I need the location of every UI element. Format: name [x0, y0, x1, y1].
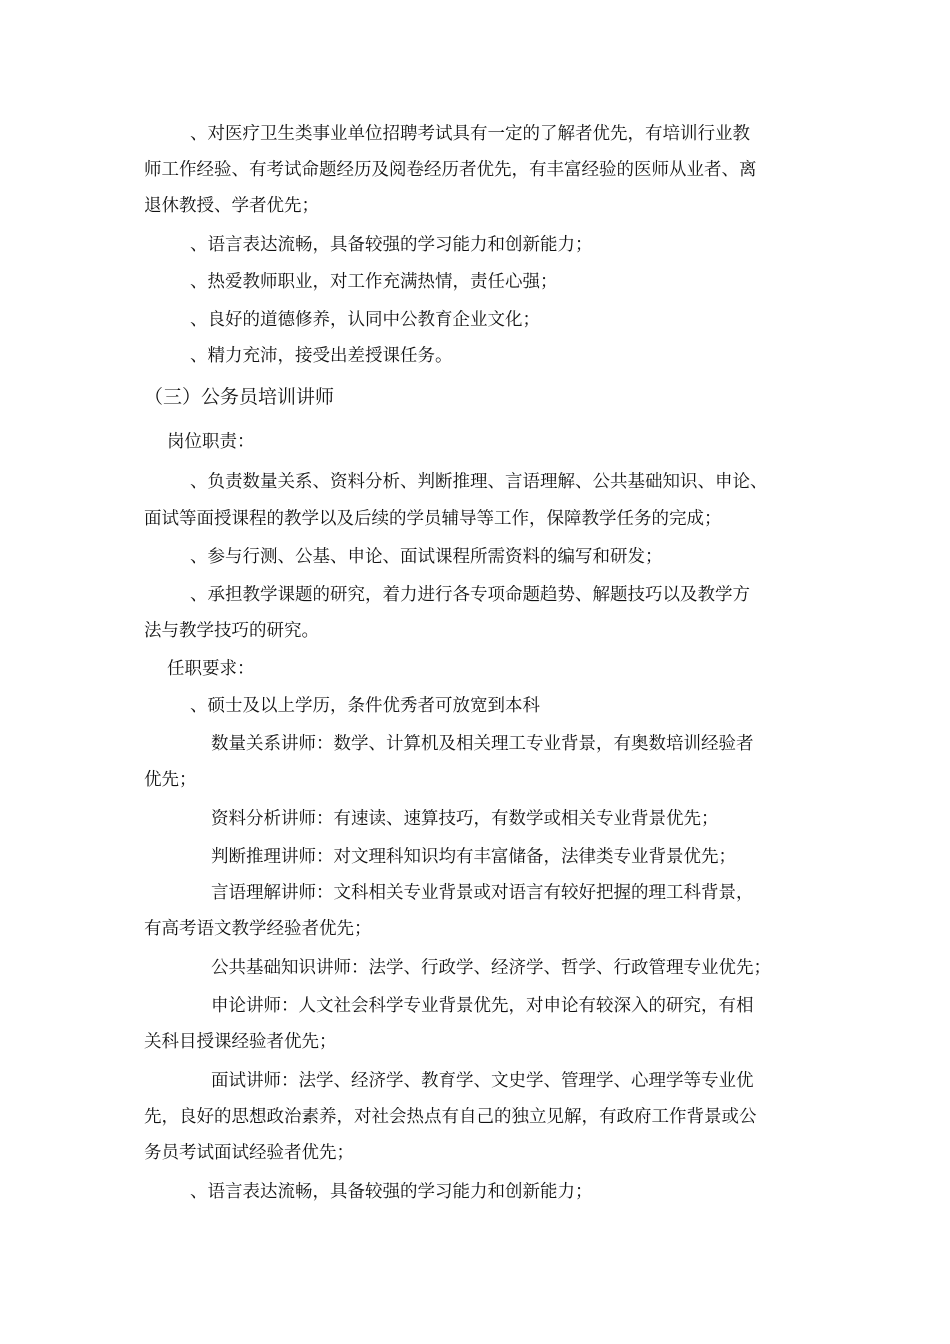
paragraph-line: 判断推理讲师：对文理科知识均有丰富储备，法律类专业背景优先；	[211, 847, 736, 867]
paragraph-line: 、语言表达流畅，具备较强的学习能力和创新能力；	[190, 1182, 593, 1202]
paragraph-line: 公共基础知识讲师：法学、行政学、经济学、哲学、行政管理专业优先；	[211, 958, 771, 978]
paragraph-line: 、良好的道德修养，认同中公教育企业文化；	[190, 310, 540, 330]
paragraph-line: 、对医疗卫生类事业单位招聘考试具有一定的了解者优先，有培训行业教	[190, 124, 750, 144]
paragraph-line: 、硕士及以上学历，条件优秀者可放宽到本科	[190, 696, 540, 716]
paragraph-line: 、负责数量关系、资料分析、判断推理、言语理解、公共基础知识、申论、	[190, 472, 768, 492]
paragraph-line: 资料分析讲师：有速读、速算技巧，有数学或相关专业背景优先；	[211, 809, 719, 829]
paragraph-line: 有高考语文教学经验者优先；	[144, 919, 372, 939]
paragraph-line: 、参与行测、公基、申论、面试课程所需资料的编写和研发；	[190, 547, 663, 567]
paragraph-line: 关科目授课经验者优先；	[144, 1032, 337, 1052]
paragraph-line: 先，良好的思想政治素养，对社会热点有自己的独立见解，有政府工作背景或公	[144, 1107, 757, 1127]
paragraph-line: 、承担教学课题的研究，着力进行各专项命题趋势、解题技巧以及教学方	[190, 585, 750, 605]
paragraph-line: 面试讲师：法学、经济学、教育学、文史学、管理学、心理学等专业优	[211, 1071, 754, 1091]
paragraph-line: 数量关系讲师：数学、计算机及相关理工专业背景，有奥数培训经验者	[211, 734, 754, 754]
paragraph-line: 务员考试面试经验者优先；	[144, 1143, 354, 1163]
paragraph-line: 申论讲师：人文社会科学专业背景优先，对申论有较深入的研究，有相	[211, 996, 754, 1016]
paragraph-line: 、热爱教师职业，对工作充满热情，责任心强；	[190, 272, 558, 292]
paragraph-line: 师工作经验、有考试命题经历及阅卷经历者优先，有丰富经验的医师从业者、离	[144, 160, 757, 180]
paragraph-line: 言语理解讲师：文科相关专业背景或对语言有较好把握的理工科背景，	[211, 883, 754, 903]
paragraph-line: 、语言表达流畅，具备较强的学习能力和创新能力；	[190, 235, 593, 255]
paragraph-line: 、精力充沛，接受出差授课任务。	[190, 346, 453, 366]
paragraph-line: 优先；	[144, 770, 197, 790]
paragraph-line: 面试等面授课程的教学以及后续的学员辅导等工作，保障教学任务的完成；	[144, 509, 722, 529]
section-heading: （三）公务员培训讲师	[144, 386, 335, 408]
paragraph-line: 退休教授、学者优先；	[144, 196, 319, 216]
paragraph-line: 法与教学技巧的研究。	[144, 621, 319, 641]
subheading: 任职要求：	[167, 659, 255, 679]
subheading: 岗位职责：	[167, 432, 255, 452]
